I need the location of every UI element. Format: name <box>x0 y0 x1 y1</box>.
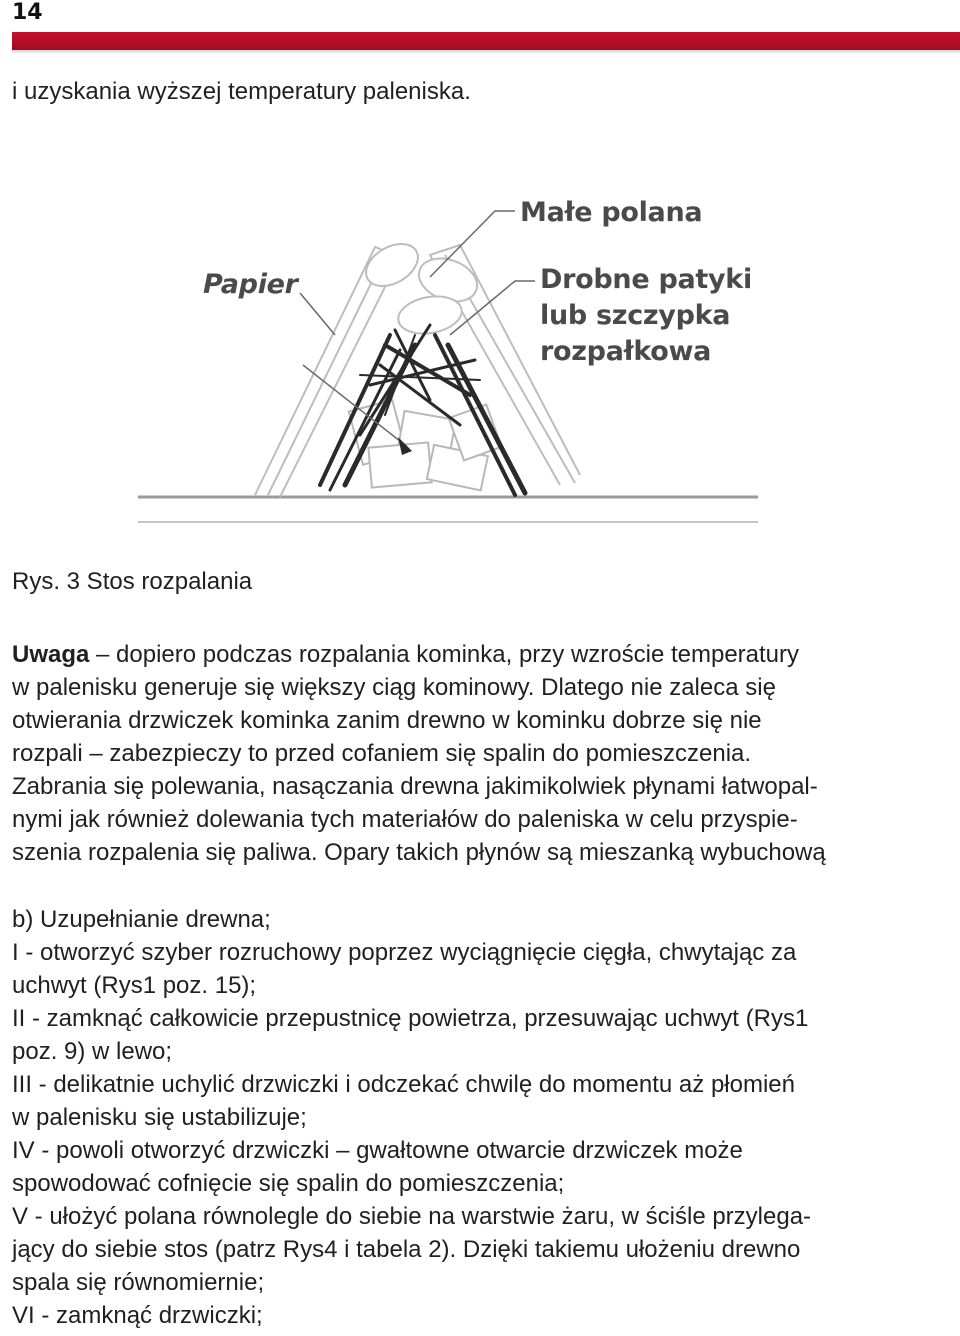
step-line: spowodować cofnięcie się spalin do pomieszczenia; <box>12 1170 565 1197</box>
warning-bold: Uwaga <box>12 641 90 668</box>
label-male-polana: Małe polana <box>520 197 703 228</box>
warning-line-3: otwierania drzwiczek kominka zanim drewno w kominku dobrze się nie <box>12 707 762 734</box>
warning-line-5: Zabrania się polewania, nasączania drewna jakimikolwiek płynami łatwopal- <box>12 773 818 800</box>
step-line: IV - powoli otworzyć drzwiczki – gwałtowne otwarcie drzwiczek może <box>12 1137 743 1164</box>
warning-line-7: szenia rozpalenia się paliwa. Opary takich płynów są mieszanką wybuchową <box>12 839 826 866</box>
step-line: spala się równomiernie; <box>12 1269 265 1296</box>
label-drobne-3: rozpałkowa <box>540 336 712 367</box>
label-papier: Papier <box>203 269 298 300</box>
step-line: uchwyt (Rys1 poz. 15); <box>12 972 257 999</box>
refill-steps <box>12 903 912 1332</box>
fire-stack-figure <box>130 185 770 530</box>
warning-line-4: rozpali – zabezpieczy to przed cofaniem się spalin do pomieszczenia. <box>12 740 752 767</box>
step-line: VI - zamknąć drzwiczki; <box>12 1302 263 1329</box>
warning-paragraph <box>12 638 912 869</box>
intro-text: i uzyskania wyższej temperatury paleniska. <box>12 78 471 105</box>
step-line: w palenisku się ustabilizuje; <box>12 1104 307 1131</box>
warning-line-6: nymi jak również dolewania tych materiałów do paleniska w celu przyspie- <box>12 806 798 833</box>
steps-heading: b) Uzupełnianie drewna; <box>12 906 271 933</box>
step-line: II - zamknąć całkowicie przepustnicę powietrza, przesuwając uchwyt (Rys1 <box>12 1005 809 1032</box>
step-line: jący do siebie stos (patrz Rys4 i tabela 2). Dzięki takiemu ułożeniu drewno <box>12 1236 801 1263</box>
warning-line-1 <box>12 638 912 671</box>
label-drobne-2: lub szczypka <box>540 300 731 331</box>
step-line: V - ułożyć polana równolegle do siebie na warstwie żaru, w ściśle przylega- <box>12 1203 812 1230</box>
header-bar <box>12 32 960 50</box>
page-number: 14 <box>12 0 43 25</box>
step-line: I - otworzyć szyber rozruchowy poprzez wyciągnięcie cięgła, chwytając za <box>12 939 797 966</box>
step-line: poz. 9) w lewo; <box>12 1038 173 1065</box>
warning-line-2: w palenisku generuje się większy ciąg kominowy. Dlatego nie zaleca się <box>12 674 776 701</box>
warning-line-1-rest: – dopiero podczas rozpalania kominka, przy wzroście temperatury <box>89 641 800 668</box>
paper-pieces <box>349 400 502 490</box>
step-line: III - delikatnie uchylić drzwiczki i odczekać chwilę do momentu aż płomień <box>12 1071 795 1098</box>
figure-caption: Rys. 3 Stos rozpalania <box>12 568 253 595</box>
label-drobne-1: Drobne patyki <box>540 264 752 295</box>
